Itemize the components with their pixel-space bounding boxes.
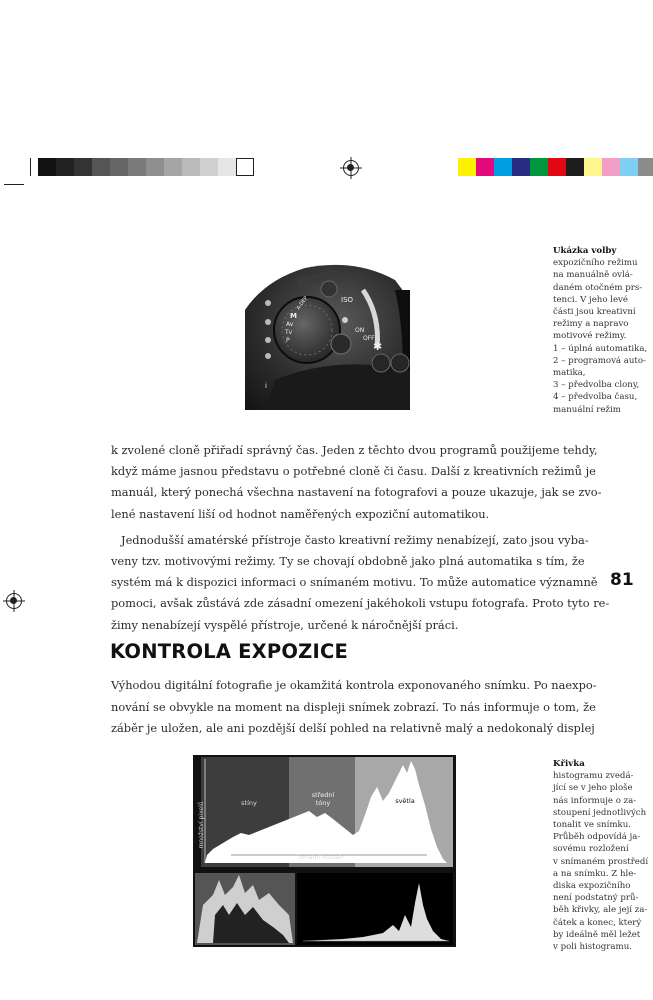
body-text-line: lené nastavení liší od hodnot naměřených expoziční automatikou. <box>111 506 490 521</box>
gray-swatch <box>38 158 56 176</box>
dial-label: M <box>290 312 297 320</box>
body-text-line: záběr je uložen, ale ani pozdější delší pohled na relativně malý a nedokonalý displej <box>111 721 595 735</box>
body-text-line: veny tzv. motivovými režimy. Ty se chovají obdobně jako plná automatika s tím, že <box>111 554 585 568</box>
caption-line: 3 – předvolba clony, <box>553 380 640 391</box>
range-label: tonální rozsah <box>298 853 344 861</box>
caption-title: Křivka <box>553 759 585 769</box>
grayscale-calibration-strip <box>38 158 254 176</box>
caption-line: 4 – předvolba času, <box>553 392 638 403</box>
body-text-line: systém má k dispozici informaci o snímaném motivu. To může automatice významně <box>111 575 598 590</box>
caption-line: Průběh odpovídá ja- <box>553 832 641 843</box>
gray-swatch <box>200 158 218 176</box>
caption-line: části jsou kreativní <box>553 307 636 318</box>
dial-label: P <box>286 337 290 344</box>
caption-line: a na snímku. Z hle- <box>553 868 637 879</box>
registration-mark-icon <box>6 593 22 609</box>
gray-swatch <box>128 158 146 176</box>
caption-line: tenci. V jeho levé <box>553 294 629 305</box>
caption-line: 2 – programová auto- <box>553 355 646 366</box>
zone-label-midtones: střední tóny <box>311 791 335 807</box>
zone-label-highlights: světla <box>395 797 415 805</box>
body-text-line: Výhodou digitální fotografie je okamžitá kontrola exponovaného snímku. Po naexpo- <box>111 678 597 692</box>
color-swatch <box>638 158 653 176</box>
caption-line: expozičního režimu <box>553 258 638 269</box>
dial-label: A-DEP <box>295 295 310 312</box>
caption-line: histogramu zvedá- <box>553 771 634 782</box>
caption-line: čátek a konec, který <box>553 917 642 928</box>
caption-line: matika, <box>553 368 586 379</box>
color-swatch <box>512 158 530 176</box>
caption-line: tonalit ve snímku. <box>553 820 631 831</box>
caption-line: diska expozičního <box>553 881 631 892</box>
page-number: 81 <box>610 570 634 590</box>
crop-mark <box>4 184 24 185</box>
caption-line: stoupení jednotlivých <box>553 807 647 818</box>
body-text-line: manuál, který ponechá všechna nastavení na fotografovi a pouze ukazuje, jak se zvo- <box>111 485 602 500</box>
histogram-y-label: množství pixelů <box>198 801 205 849</box>
sidebar-caption-histogram <box>553 758 648 953</box>
body-text-line: k zvolené cloně přiřadí správný čas. Jeden z těchto dvou programů použijeme tehdy, <box>111 443 598 457</box>
caption-title: Ukázka volby <box>553 246 617 256</box>
caption-line: režimy a napravo <box>553 319 629 330</box>
color-calibration-strip <box>458 158 653 176</box>
caption-line: sovému rozložení <box>553 844 629 855</box>
body-text-line: Jednodušší amatérské přístroje často kreativní režimy nenabízejí, zato jsou vyba- <box>121 532 589 547</box>
gray-swatch <box>164 158 182 176</box>
dial-label: Av <box>286 321 294 328</box>
body-text-line: když máme jasnou představu o potřebné cloně či času. Další z kreativních režimů je <box>111 464 596 479</box>
caption-line: by ideálně měl ležet <box>553 929 641 940</box>
color-swatch <box>530 158 548 176</box>
color-swatch <box>494 158 512 176</box>
asterisk-icon: ✱ <box>373 340 383 353</box>
color-swatch <box>602 158 620 176</box>
body-label: OFF <box>363 335 375 342</box>
caption-line: běh křivky, ale její za- <box>553 905 648 916</box>
caption-line: jící se v jeho ploše <box>553 783 633 794</box>
body-text-line: pomoci, avšak zůstává zde zásadní omezení jakéhokoli vstupu fotografa. Proto tyto re- <box>111 596 610 611</box>
gray-swatch <box>56 158 74 176</box>
section-heading: KONTROLA EXPOZICE <box>110 640 348 663</box>
color-swatch <box>566 158 584 176</box>
gray-swatch <box>236 158 254 176</box>
caption-line: motivové režimy. <box>553 331 627 342</box>
gray-swatch <box>74 158 92 176</box>
color-swatch <box>548 158 566 176</box>
body-text-line: nování se obvykle na moment na displeji snímek zobrazí. To nás informuje o tom, že <box>111 699 596 714</box>
body-label: ON <box>355 327 365 334</box>
color-swatch <box>620 158 638 176</box>
caption-line: nás informuje o za- <box>553 795 637 806</box>
zone-label-shadows: stíny <box>241 799 257 807</box>
caption-line: daném otočném prs- <box>553 282 643 293</box>
caption-line: na manuálně ovlá- <box>553 270 633 281</box>
caption-line: manuální režim <box>553 404 621 415</box>
color-swatch <box>476 158 494 176</box>
gray-swatch <box>218 158 236 176</box>
gray-swatch <box>146 158 164 176</box>
dial-label: Tv <box>285 329 293 336</box>
gray-swatch <box>110 158 128 176</box>
caption-line: v poli histogramu. <box>553 942 632 953</box>
caption-line: v snímaném prostředí <box>553 856 649 867</box>
body-label: ISO <box>341 296 354 304</box>
body-text-line: žimy nenabízejí vyspělé přístroje, určené k náročnější práci. <box>111 617 459 632</box>
gray-swatch <box>182 158 200 176</box>
sidebar-caption-dial <box>553 245 647 416</box>
camera-mode-dial-photo <box>245 260 410 410</box>
body-label: i <box>265 382 267 390</box>
color-swatch <box>458 158 476 176</box>
caption-line: 1 – úplná automatika, <box>553 343 648 354</box>
color-swatch <box>584 158 602 176</box>
registration-mark-icon <box>343 160 359 176</box>
histogram-figure <box>193 755 456 947</box>
crop-mark <box>30 158 31 176</box>
gray-swatch <box>92 158 110 176</box>
caption-line: není podstatný prů- <box>553 893 639 904</box>
